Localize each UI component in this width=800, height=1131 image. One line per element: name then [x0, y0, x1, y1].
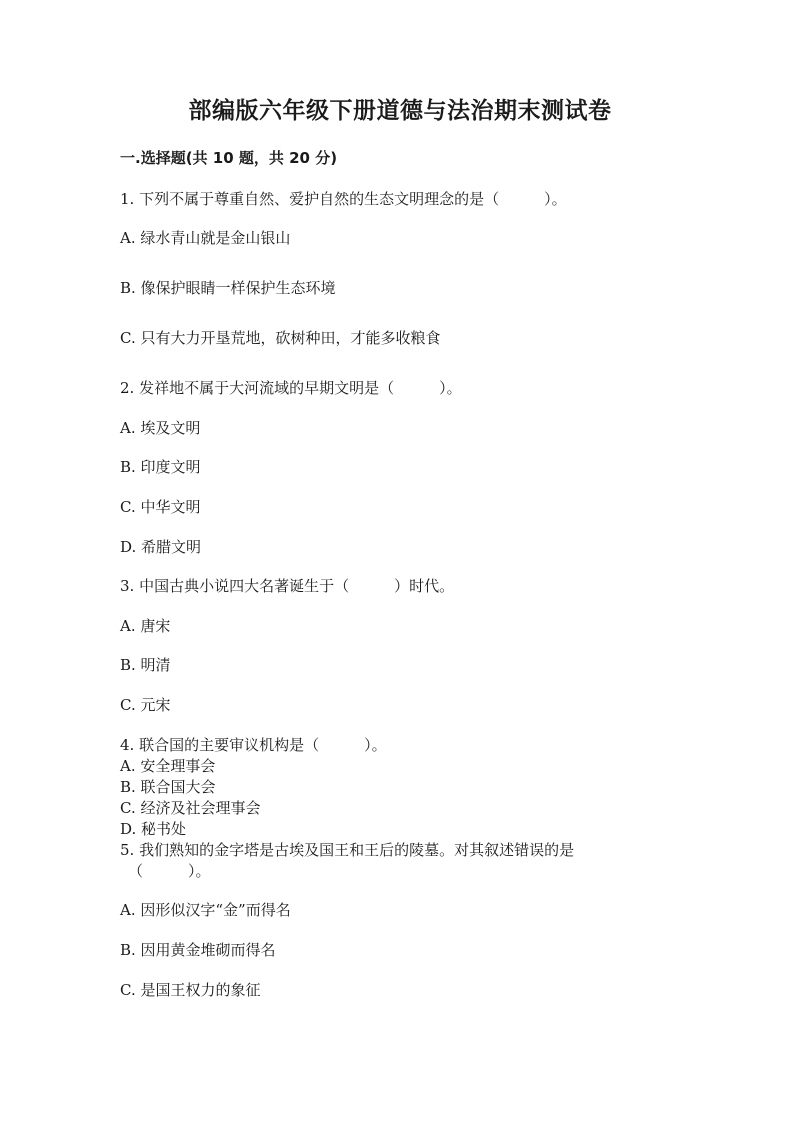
question-2-option-c: C. 中华文明: [120, 498, 201, 516]
question-3-option-b: B. 明清: [120, 656, 171, 674]
question-2-stem: 2. 发祥地不属于大河流域的早期文明是（ ）。: [120, 379, 462, 397]
question-3-option-a: A. 唐宋: [120, 617, 171, 635]
question-2-option-a: A. 埃及文明: [120, 419, 201, 437]
question-5-option-c: C. 是国王权力的象征: [120, 981, 261, 999]
question-5-option-b: B. 因用黄金堆砌而得名: [120, 941, 276, 959]
question-4-option-c: C. 经济及社会理事会: [120, 799, 261, 817]
question-3-option-c: C. 元宋: [120, 696, 171, 714]
question-4-option-a: A. 安全理事会: [120, 757, 216, 775]
question-5-option-a: A. 因形似汉字“金”而得名: [120, 901, 291, 919]
question-3-stem: 3. 中国古典小说四大名著诞生于（ ）时代。: [120, 577, 455, 595]
section-heading: 一.选择题(共 10 题，共 20 分): [120, 149, 338, 167]
question-4-option-b: B. 联合国大会: [120, 778, 216, 796]
page-title: 部编版六年级下册道德与法治期末测试卷: [188, 97, 612, 124]
question-1-stem: 1. 下列不属于尊重自然、爱护自然的生态文明理念的是（ ）。: [120, 190, 567, 208]
question-2-option-b: B. 印度文明: [120, 458, 201, 476]
question-1-option-a: A. 绿水青山就是金山银山: [120, 229, 291, 247]
question-4-stem: 4. 联合国的主要审议机构是（ ）。: [120, 736, 387, 754]
question-4-option-d: D. 秘书处: [120, 820, 187, 838]
question-2-option-d: D. 希腊文明: [120, 538, 202, 556]
question-1-option-b: B. 像保护眼睛一样保护生态环境: [120, 279, 336, 297]
question-5-stem-continuation: （ ）。: [128, 862, 211, 880]
question-5-stem: 5. 我们熟知的金字塔是古埃及国王和王后的陵墓。对其叙述错误的是: [120, 841, 575, 859]
question-1-option-c: C. 只有大力开垦荒地，砍树种田，才能多收粮食: [120, 329, 441, 347]
